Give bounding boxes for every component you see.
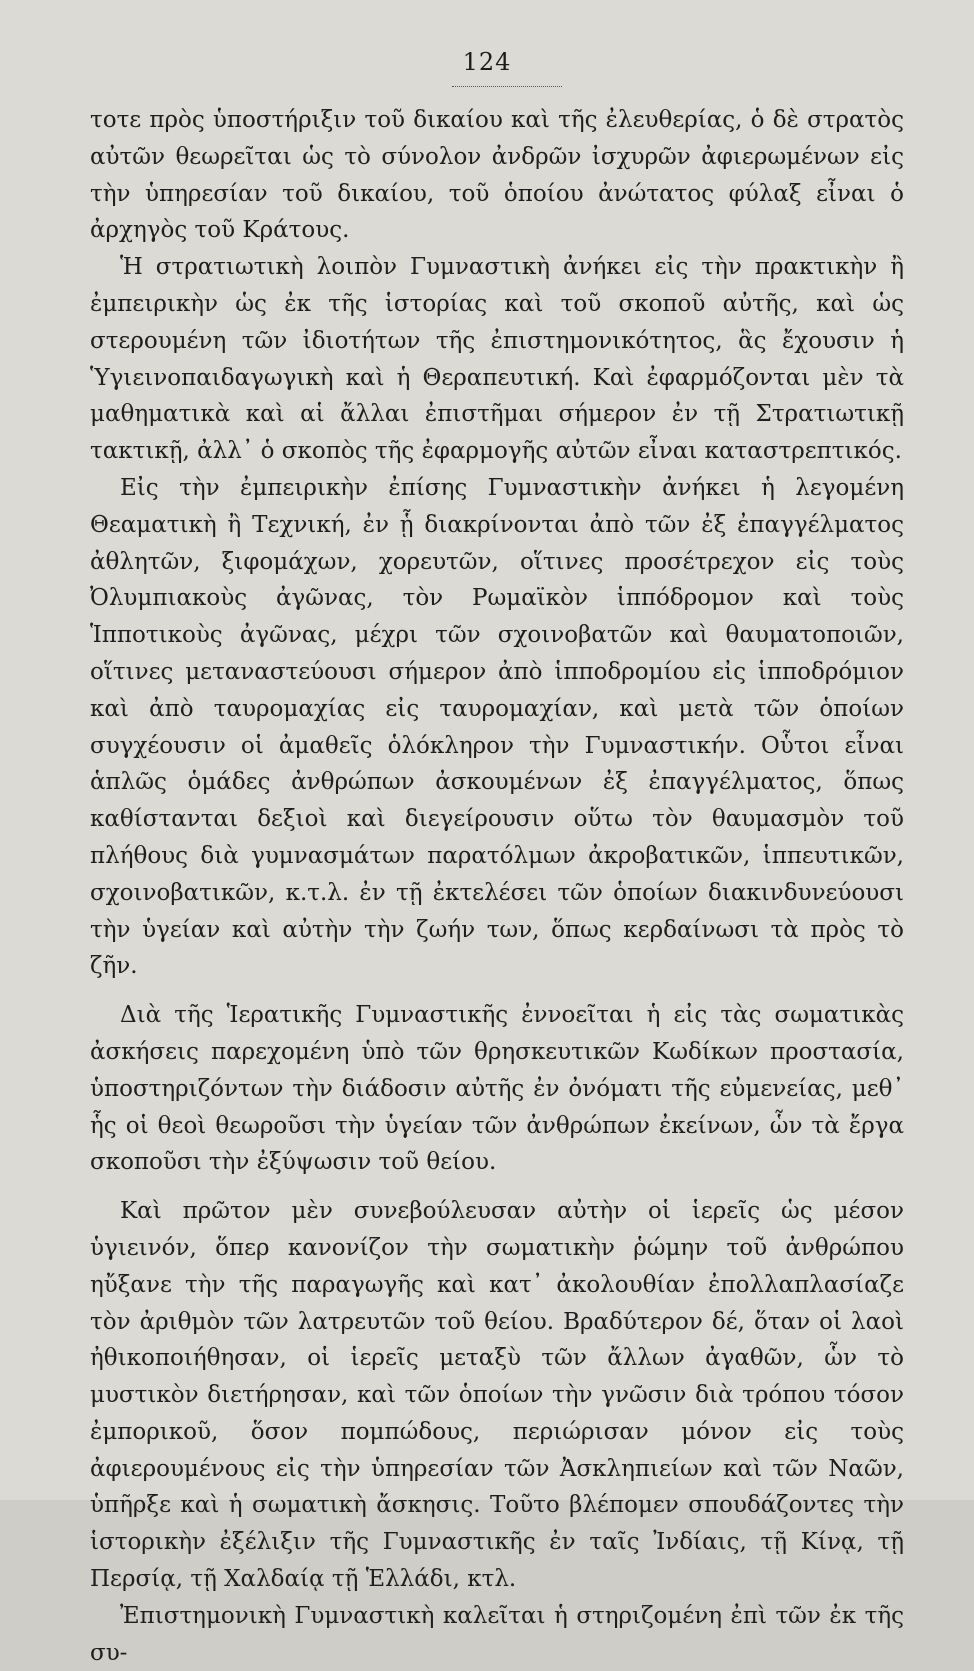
paragraph-continuation: τοτε πρὸς ὑποστήριξιν τοῦ δικαίου καὶ τῆς ἐλευθερίας, ὁ δὲ στρατὸς αὐτῶν θεωρεῖται ὡς τὸ σύνολον ἀνδρῶν ἰσχυρῶν ἀφιερωμένων εἰς τὴν ὑπηρεσίαν τοῦ δικαίου, τοῦ ὁποίου ἀνώτατος φύλαξ εἶναι ὁ ἀρχηγὸς τοῦ Κράτους. xyxy=(90,107,904,244)
paragraph-scientific-gymnastics: Ἐπιστημονικὴ Γυμναστικὴ καλεῖται ἡ στηριζομένη ἐπὶ τῶν ἐκ τῆς συ- xyxy=(90,1602,904,1666)
body-text xyxy=(90,102,904,1671)
page-number: 124 xyxy=(462,48,512,76)
paragraph-military-gymnastics: Ἡ στρατιωτικὴ λοιπὸν Γυμναστικὴ ἀνήκει εἰς τὴν πρακτικὴν ἢ ἐμπειρικὴν ὡς ἐκ τῆς ἱστορίας καὶ τοῦ σκοποῦ αὐτῆς, καὶ ὡς στερουμένη τῶν ἰδιοτήτων τῆς ἐπιστημονικότητος, ἃς ἔχουσιν ἡ Ὑγιεινοπαιδαγωγικὴ καὶ ἡ Θεραπευτική. Καὶ ἐφαρμόζονται μὲν τὰ μαθηματικὰ καὶ αἱ ἄλλαι ἐπιστῆμαι σήμερον ἐν τῇ Στρατιωτικῇ τακτικῇ, ἀλλ᾽ ὁ σκοπὸς τῆς ἐφαρμογῆς αὐτῶν εἶναι καταστρεπτικός. xyxy=(90,254,904,465)
paragraph-hieratic-gymnastics: Διὰ τῆς Ἱερατικῆς Γυμναστικῆς ἐννοεῖται ἡ εἰς τὰς σωματικὰς ἀσκήσεις παρεχομένη ὑπὸ τῶν θρησκευτικῶν Κωδίκων προστασία, ὑποστηριζόντων τὴν διάδοσιν αὐτῆς ἐν ὀνόματι τῆς εὐμενείας, μεθ᾽ ἧς οἱ θεοὶ θεωροῦσι τὴν ὑγείαν τῶν ἀνθρώπων ἐκείνων, ὧν τὰ ἔργα σκοποῦσι τὴν ἐξύψωσιν τοῦ θείου. xyxy=(90,1002,904,1176)
paragraph-spectacular-gymnastics: Εἰς τὴν ἐμπειρικὴν ἐπίσης Γυμναστικὴν ἀνήκει ἡ λεγομένη Θεαματικὴ ἢ Τεχνική, ἐν ᾗ διακρίνονται ἀπὸ τῶν ἐξ ἐπαγγέλματος ἀθλητῶν, ξιφομάχων, χορευτῶν, οἵτινες προσέτρεχον εἰς τοὺς Ὀλυμπιακοὺς ἀγῶνας, τὸν Ρωμαϊκὸν ἱππόδρομον καὶ τοὺς Ἱπποτικοὺς ἀγῶνας, μέχρι τῶν σχοινοβατῶν καὶ θαυματοποιῶν, οἵτινες μεταναστεύουσι σήμερον ἀπὸ ἱπποδρομίου εἰς ἱπποδρόμιον καὶ ἀπὸ ταυρομαχίας εἰς ταυρομαχίαν, καὶ μετὰ τῶν ὁποίων συγχέουσιν οἱ ἀμαθεῖς ὁλόκληρον τὴν Γυμναστικήν. Οὗτοι εἶναι ἁπλῶς ὁμάδες ἀνθρώπων ἀσκουμένων ἐξ ἐπαγγέλματος, ὅπως καθίστανται δεξιοὶ καὶ διεγείρουσιν οὕτω τὸν θαυμασμὸν τοῦ πλήθους διὰ γυμνασμάτων παρατόλμων ἀκροβατικῶν, ἱππευτικῶν, σχοινοβατικῶν, κ.τ.λ. ἐν τῇ ἐκτελέσει τῶν ὁποίων διακινδυνεύουσι τὴν ὑγείαν καὶ αὐτὴν τὴν ζωήν των, ὅπως κερδαίνωσι τὰ πρὸς τὸ ζῆν. xyxy=(90,474,904,980)
header-rule xyxy=(452,86,562,87)
paragraph-priests: Καὶ πρῶτον μὲν συνεβούλευσαν αὐτὴν οἱ ἱερεῖς ὡς μέσον ὑγιεινόν, ὅπερ κανονίζον τὴν σωματικὴν ῥώμην τοῦ ἀνθρώπου ηὔξανε τὴν τῆς παραγωγῆς καὶ κατ᾽ ἀκολουθίαν ἐπολλαπλασίαζε τὸν ἀριθμὸν τῶν λατρευτῶν τοῦ θείου. Βραδύτερον δέ, ὅταν οἱ λαοὶ ἠθικοποιήθησαν, οἱ ἱερεῖς μεταξὺ τῶν ἄλλων ἀγαθῶν, ὧν τὸ μυστικὸν διετήρησαν, καὶ τῶν ὁποίων τὴν γνῶσιν διὰ τρόπου τόσον ἐμπορικοῦ, ὅσον πομπώδους, περιώρισαν μόνον εἰς τοὺς ἀφιερουμένους εἰς τὴν ὑπηρεσίαν τῶν Ἀσκληπιείων καὶ τῶν Ναῶν, ὑπῆρξε καὶ ἡ σωματικὴ ἄσκησις. Τοῦτο βλέπομεν σπουδάζοντες τὴν ἱστορικὴν ἐξέλιξιν τῆς Γυμναστικῆς ἐν ταῖς Ἰνδίαις, τῇ Κίνᾳ, τῇ Περσίᾳ, τῇ Χαλδαίᾳ τῇ Ἑλλάδι, κτλ. xyxy=(90,1198,904,1593)
